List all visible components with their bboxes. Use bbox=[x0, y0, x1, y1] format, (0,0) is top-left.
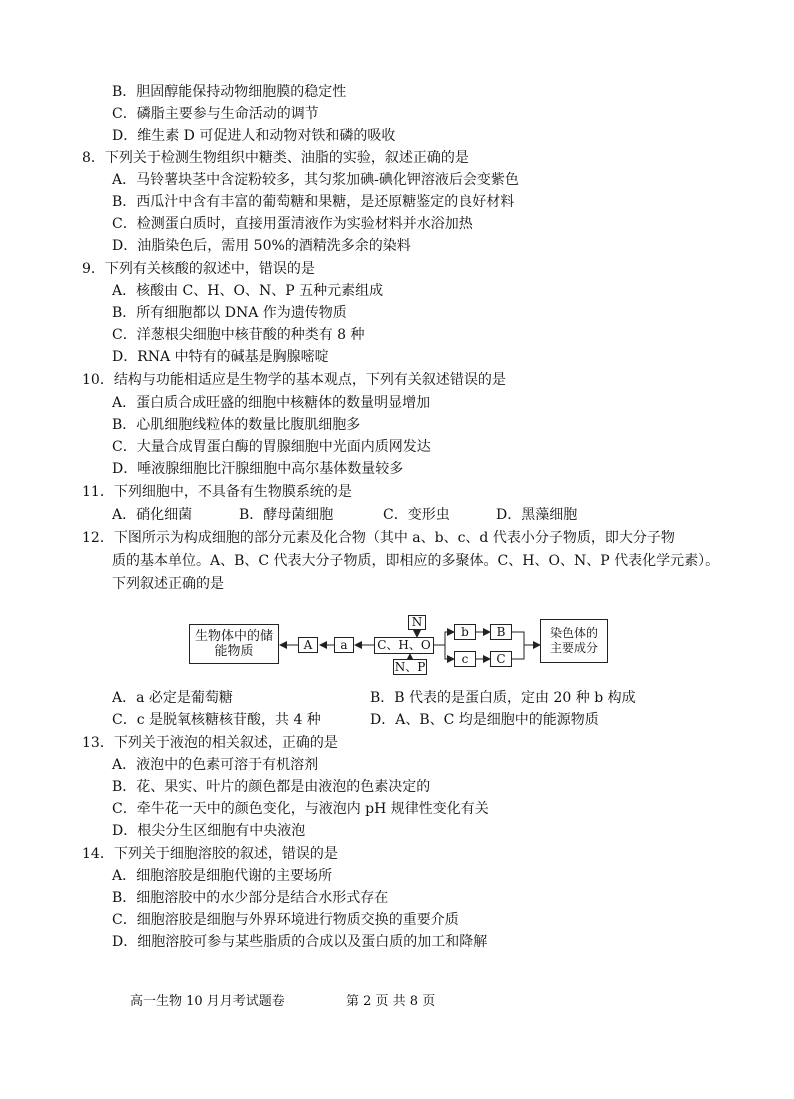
chromosome-box: 染色体的主要成分 bbox=[540, 619, 608, 663]
arrow-B-to-chromosome bbox=[512, 632, 540, 645]
q11-stem: 11．下列细胞中，不具备有生物膜系统的是 bbox=[82, 484, 352, 500]
q7-option-c: C．磷脂主要参与生命活动的调节 bbox=[112, 106, 319, 122]
q11-option-c: C．变形虫 bbox=[383, 507, 450, 523]
arrow-C-to-chromosome bbox=[512, 645, 524, 659]
elements-cho-box: C、H、O bbox=[374, 637, 434, 654]
q13-stem: 13．下列关于液泡的相关叙述，正确的是 bbox=[82, 735, 338, 751]
q9-option-a: A．核酸由 C、H、O、N、P 五种元素组成 bbox=[112, 283, 384, 299]
q9-option-b: B．所有细胞都以 DNA 作为遗传物质 bbox=[112, 305, 347, 321]
q14-option-d: D．细胞溶胶可参与某些脂质的合成以及蛋白质的加工和降解 bbox=[112, 934, 488, 950]
q12-option-d: D．A、B、C 均是细胞中的能源物质 bbox=[370, 712, 599, 728]
NP-box: N、P bbox=[394, 659, 426, 674]
q9-stem: 9．下列有关核酸的叙述中，错误的是 bbox=[82, 261, 315, 277]
q7-option-d: D．维生素 D 可促进人和动物对铁和磷的吸收 bbox=[112, 128, 396, 144]
footer-page-number: 第 2 页 共 8 页 bbox=[346, 994, 436, 1009]
A-box: A bbox=[298, 637, 318, 653]
q7-option-b: B．胆固醇能保持动物细胞膜的稳定性 bbox=[112, 84, 347, 100]
q8-option-d: D．油脂染色后，需用 50%的酒精洗多余的染料 bbox=[112, 238, 411, 254]
q8-stem: 8．下列关于检测生物组织中糖类、油脂的实验，叙述正确的是 bbox=[82, 150, 469, 166]
q14-option-c: C．细胞溶胶是细胞与外界环境进行物质交换的重要介质 bbox=[112, 912, 459, 928]
q10-stem: 10．结构与功能相适应是生物学的基本观点，下列有关叙述错误的是 bbox=[82, 372, 506, 388]
c-box: c bbox=[454, 651, 476, 667]
q12-stem-line-2: 质的基本单位。A、B、C 代表大分子物质，即相应的多聚体。C、H、O、N、P 代表化学元素）。 bbox=[112, 553, 720, 569]
q10-option-a: A．蛋白质合成旺盛的细胞中核糖体的数量明显增加 bbox=[112, 395, 431, 411]
footer-title: 高一生物 10 月月考试题卷 bbox=[130, 994, 285, 1009]
C-box: C bbox=[490, 651, 512, 667]
arrow-cho-to-b bbox=[434, 632, 454, 645]
a-box: a bbox=[334, 637, 354, 653]
q10-option-c: C．大量合成胃蛋白酶的胃腺细胞中光面内质网发达 bbox=[112, 439, 431, 455]
q12-option-c: C．c 是脱氧核糖核苷酸，共 4 种 bbox=[112, 712, 321, 728]
q10-option-d: D．唾液腺细胞比汗腺细胞中高尔基体数量较多 bbox=[112, 461, 404, 477]
q12-stem-line-1: 12．下图所示为构成细胞的部分元素及化合物（其中 a、b、c、d 代表小分子物质，即大分子物 bbox=[82, 530, 675, 546]
q13-option-a: A．液泡中的色素可溶于有机溶剂 bbox=[112, 757, 319, 773]
q14-option-b: B．细胞溶胶中的水少部分是结合水形式存在 bbox=[112, 890, 389, 906]
q8-option-c: C．检测蛋白质时，直接用蛋清液作为实验材料并水浴加热 bbox=[112, 216, 473, 232]
q10-option-b: B．心肌细胞线粒体的数量比腹肌细胞多 bbox=[112, 417, 361, 433]
arrow-cho-to-c bbox=[445, 645, 454, 659]
q13-option-c: C．牵牛花一天中的颜色变化，与液泡内 pH 规律性变化有关 bbox=[112, 801, 489, 817]
q9-option-c: C．洋葱根尖细胞中核苷酸的种类有 8 种 bbox=[112, 327, 365, 343]
q12-option-b: B．B 代表的是蛋白质，定由 20 种 b 构成 bbox=[370, 690, 636, 706]
q8-option-b: B．西瓜汁中含有丰富的葡萄糖和果糖，是还原糖鉴定的良好材料 bbox=[112, 194, 515, 210]
N-box: N bbox=[408, 615, 426, 630]
q14-stem: 14．下列关于细胞溶胶的叙述，错误的是 bbox=[82, 846, 338, 862]
storage-box: 生物体中的储能物质 bbox=[189, 624, 279, 664]
q13-option-b: B．花、果实、叶片的颜色都是由液泡的色素决定的 bbox=[112, 779, 431, 795]
q8-option-a: A．马铃薯块茎中含淀粉较多，其匀浆加碘-碘化钾溶液后会变紫色 bbox=[112, 172, 519, 188]
q12-stem-line-3: 下列叙述正确的是 bbox=[112, 576, 224, 592]
q9-option-d: D．RNA 中特有的碱基是胸腺嘧啶 bbox=[112, 349, 329, 365]
B-box: B bbox=[490, 624, 512, 640]
q11-option-a: A．硝化细菌 bbox=[112, 507, 193, 523]
b-box: b bbox=[454, 624, 476, 640]
q12-option-a: A．a 必定是葡萄糖 bbox=[112, 690, 233, 706]
q11-option-d: D．黑藻细胞 bbox=[496, 507, 578, 523]
q13-option-d: D．根尖分生区细胞有中央液泡 bbox=[112, 823, 306, 839]
q14-option-a: A．细胞溶胶是细胞代谢的主要场所 bbox=[112, 868, 333, 884]
q11-option-b: B．酵母菌细胞 bbox=[239, 507, 334, 523]
